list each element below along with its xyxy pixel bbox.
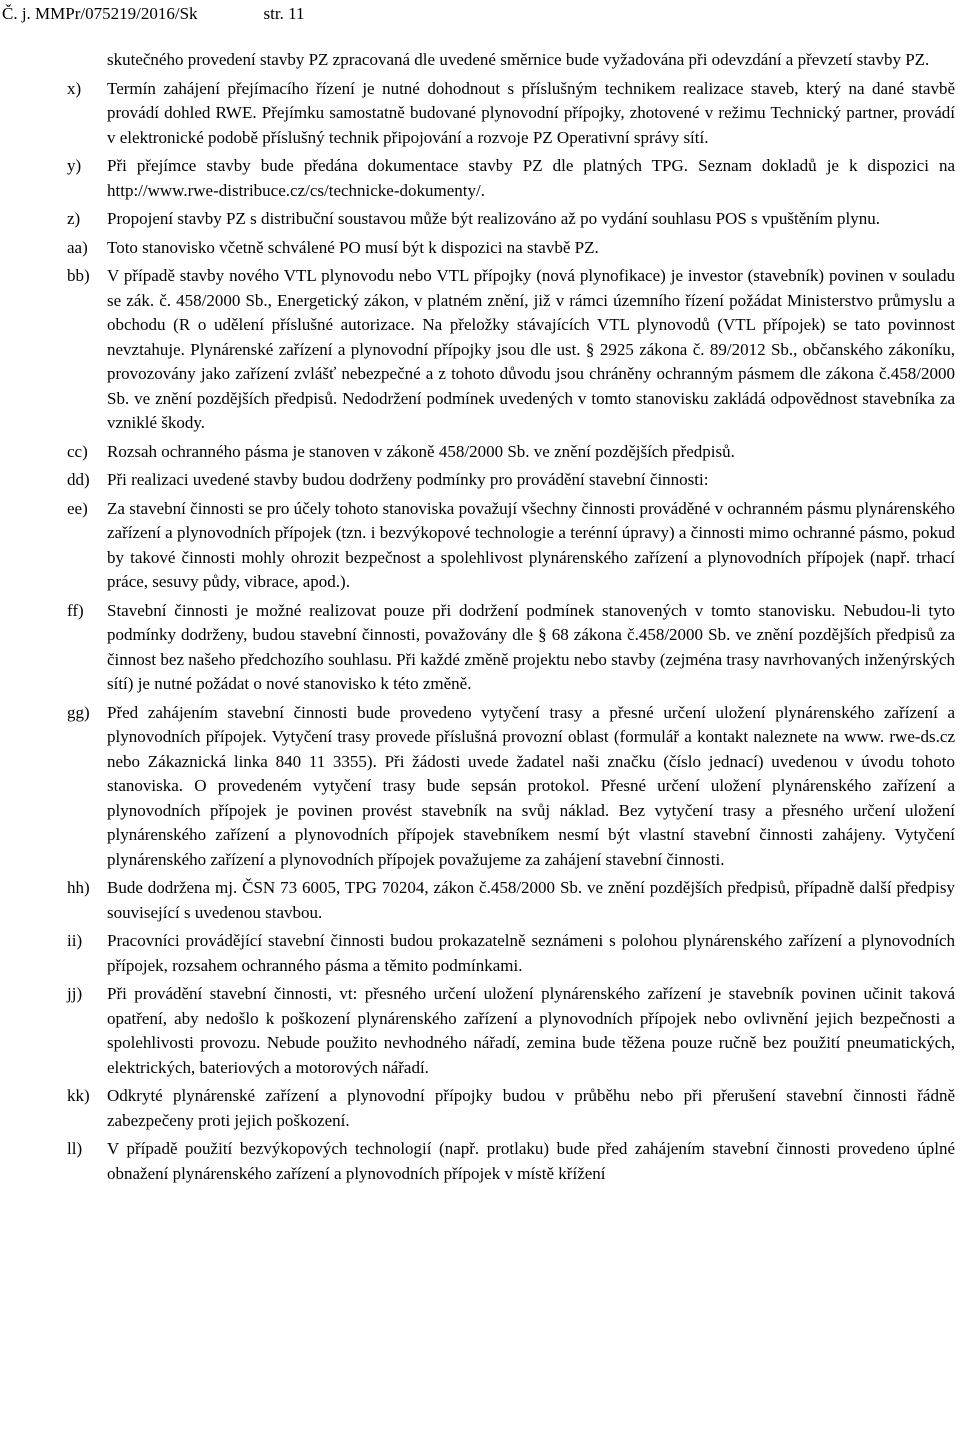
item-y <box>67 154 955 203</box>
item-label: ff) <box>67 600 84 620</box>
item-label: z) <box>67 209 81 228</box>
item-text: Toto stanovisko včetně schválené PO musí být k dispozici na stavbě PZ. <box>107 237 599 257</box>
item-text: Rozsah ochranného pásma je stanoven v zákoně 458/2000 Sb. ve znění pozdějších předpisů. <box>107 441 735 461</box>
item-label: jj) <box>67 984 83 1003</box>
item-z <box>67 207 955 232</box>
item-ff <box>67 599 955 697</box>
item-label: x) <box>67 78 82 98</box>
item-hh <box>67 876 955 925</box>
item-gg <box>67 701 955 873</box>
item-dd <box>67 468 955 493</box>
item-text: Za stavební činnosti se pro účely tohoto stanoviska považují všechny činnosti prováděné v ochranném pásmu plynárenského zařízení a plynovodních přípojek (tzn. i bezvýkopové technologie a terénní úpravy) a činnosti mimo ochranné pásmo, pokud by takové činnosti mohly ohrozit bezpečnost a spolehlivost plynárenského zařízení a plynovodních přípojek (např. trhací práce, sesuvy půdy, vibrace, apod.). <box>107 498 955 591</box>
item-text: Pracovníci provádějící stavební činnosti budou prokazatelně seznámeni s polohou plynárenského zařízení a plynovodních přípojek, rozsahem ochranného pásma a těmito podmínkami. <box>107 931 955 975</box>
item-text: Termín zahájení přejímacího řízení je nutné dohodnout s příslušným technikem realizace staveb, který na dané stavbě provádí dohled RWE. Přejímku samostatně budované plynovodní přípojky, zhotovené v režimu Technický partner, provádí v elektronické podobě příslušný technik připojování a rozvoje PZ Operativní správy sítí. <box>107 78 955 147</box>
item-label: kk) <box>67 1086 90 1105</box>
item-text: Při realizaci uvedené stavby budou dodrženy podmínky pro provádění stavební činnosti: <box>107 470 709 489</box>
item-ii <box>67 929 955 978</box>
item-label: ee) <box>67 498 88 518</box>
item-label: hh) <box>67 878 90 897</box>
item-text: Odkryté plynárenské zařízení a plynovodní přípojky budou v průběhu nebo při přerušení stavební činnosti řádně zabezpečeny proti jejich poškození. <box>107 1086 955 1130</box>
item-ee <box>67 497 955 595</box>
item-text: Při provádění stavební činnosti, vt: přesného určení uložení plynárenského zařízení je stavebník povinen učinit taková opatření, aby nedošlo k poškození plynárenského zařízení a plynovodních přípojek nebo ovlivnění jejich bezpečnosti a spolehlivosti provozu. Nebude použito nevhodného nářadí, zemina bude těžena pouze ručně bez použití pneumatických, elektrických, bateriových a motorových nářadí. <box>107 984 955 1077</box>
item-label: cc) <box>67 441 88 461</box>
item-text: Stavební činnosti je možné realizovat pouze při dodržení podmínek stanovených v tomto stanovisku. Nebudou-li tyto podmínky dodrženy, budou stavební činnosti, považovány dle § 68 zákona č.458/2000 Sb. ve znění pozdějších předpisů za činnost bez našeho předchozího souhlasu. Při každé změně projektu nebo stavby (zejména trasy navrhovaných inženýrských sítí) je nutné požádat o nové stanovisko k této změně. <box>107 600 955 693</box>
item-text: V případě stavby nového VTL plynovodu nebo VTL přípojky (nová plynofikace) je investor (stavebník) povinen v souladu se zák. č. 458/2000 Sb., Energetický zákon, v platném znění, již v rámci územního řízení požádat Ministerstvo průmyslu a obchodu (R o udělení příslušné autorizace. Na přeložky stávajících VTL plynovodů (VTL přípojek) se tato povinnost nevztahuje. Plynárenské zařízení a plynovodní přípojky jsou dle ust. § 2925 zákona č. 89/2012 Sb., občanského zákoníku, provozovány jako zařízení zvlášť nebezpečné a z tohoto důvodu jsou chráněny ochranným pásmem dle zákona č.458/2000 Sb. ve znění pozdějších předpisů. Nedodržení podmínek uvedených v tomto stanovisku zakládá odpovědnost stavebníka za vzniklé škody. <box>107 266 955 432</box>
item-text: Bude dodržena mj. ČSN 73 6005, TPG 70204, zákon č.458/2000 Sb. ve znění pozdějších předpisů, případně další předpisy související s uvedenou stavbou. <box>107 878 955 922</box>
item-kk <box>67 1084 955 1133</box>
item-bb <box>67 264 955 436</box>
continuation-paragraph: skutečného provedení stavby PZ zpracovaná dle uvedené směrnice bude vyžadována při odevzdání a převzetí stavby PZ. <box>107 50 930 69</box>
item-cc <box>67 440 955 465</box>
item-label: aa) <box>67 237 88 257</box>
item-ll <box>67 1137 955 1186</box>
document-body <box>67 48 955 1186</box>
item-label: y) <box>67 156 82 175</box>
item-x <box>67 77 955 151</box>
item-label: ii) <box>67 931 83 950</box>
item-jj <box>67 982 955 1080</box>
item-text: V případě použití bezvýkopových technologií (např. protlaku) bude před zahájením stavební činnosti provedeno úplné obnažení plynárenského zařízení a plynovodních přípojek v místě křížení <box>107 1139 955 1183</box>
item-text: Propojení stavby PZ s distribuční soustavou může být realizováno až po vydání souhlasu POS s vpuštěním plynu. <box>107 209 880 228</box>
page-number: str. 11 <box>263 4 305 23</box>
item-text: Při přejímce stavby bude předána dokumentace stavby PZ dle platných TPG. Seznam dokladů je k dispozici na http://www.rwe-distribuce.cz/cs/technicke-dokumenty/. <box>107 156 955 200</box>
item-aa <box>67 236 955 261</box>
page-header <box>2 3 304 25</box>
item-label: bb) <box>67 266 90 285</box>
item-label: dd) <box>67 470 90 489</box>
document-reference: Č. j. MMPr/075219/2016/Sk <box>2 4 198 23</box>
item-label: ll) <box>67 1139 83 1158</box>
item-text: Před zahájením stavební činnosti bude provedeno vytyčení trasy a přesné určení uložení plynárenského zařízení a plynovodních přípojek. Vytyčení trasy provede příslušná provozní oblast (formulář a kontakt naleznete na www. rwe-ds.cz nebo Zákaznická linka 840 11 3355). Při žádosti uvede žadatel naši značku (číslo jednací) uvedenou v úvodu tohoto stanoviska. O provedeném vytyčení trasy bude sepsán protokol. Přesné určení uložení plynárenského zařízení a plynovodních přípojek je povinen provést stavebník na svůj náklad. Bez vytyčení trasy a přesného určení uložení plynárenského zařízení a plynovodních přípojek stavebníkem nesmí být vlastní stavební činnosti zahájeny. Vytyčení plynárenského zařízení a plynovodních přípojek považujeme za zahájení stavební činnosti. <box>107 702 955 869</box>
item-label: gg) <box>67 702 90 722</box>
